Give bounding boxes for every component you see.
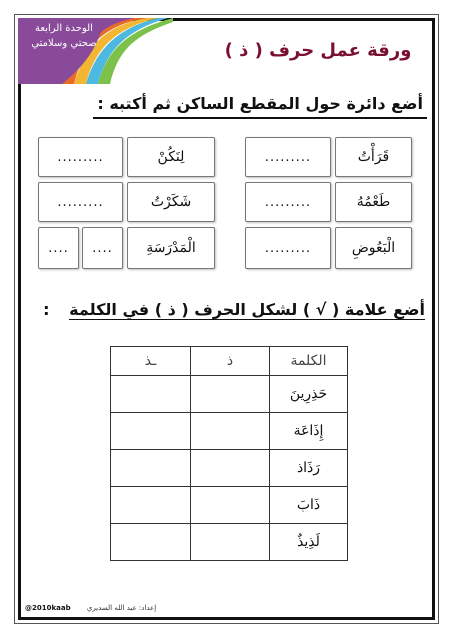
check-cell[interactable]: [191, 376, 270, 413]
check-mark-symbol: √: [315, 300, 327, 319]
row-word: إِذَاعَة: [270, 413, 348, 450]
row-word: حَذِرِينَ: [270, 376, 348, 413]
answer-dots: .........: [264, 149, 312, 165]
word: الْبَعُوضِ: [351, 240, 396, 256]
answer-box: [82, 227, 123, 269]
instruction-2-colon: :: [43, 300, 50, 319]
footer: [25, 604, 156, 612]
table-row: [111, 413, 348, 450]
answer-dots: ....: [92, 240, 113, 256]
answer-dots: .........: [264, 194, 312, 210]
letter-shape-table: [110, 346, 348, 561]
word-box: [335, 137, 412, 177]
answer-box: [245, 182, 331, 222]
check-cell[interactable]: [111, 524, 191, 561]
header-isolated-dhal: ذ: [191, 347, 270, 376]
table-row: [111, 487, 348, 524]
word-box: [127, 227, 215, 269]
check-cell[interactable]: [111, 487, 191, 524]
word: قَرَأْتُ: [357, 149, 390, 165]
instruction-2: [39, 298, 429, 321]
unit-label: الوحدة الرابعة: [35, 23, 93, 34]
answer-dots: .........: [57, 149, 104, 165]
table-row: [111, 376, 348, 413]
answer-dots: .........: [57, 194, 104, 210]
answer-box: [38, 137, 123, 177]
row-word: رَذَاذ: [270, 450, 348, 487]
answer-dots: ....: [48, 240, 69, 256]
check-cell[interactable]: [191, 413, 270, 450]
row-word: ذَابَ: [270, 487, 348, 524]
worksheet-title: ورقة عمل حرف ( ذ ): [224, 40, 412, 61]
answer-box: [38, 227, 79, 269]
unit-topic: صحتي وسلامتي: [31, 38, 97, 49]
table-row: [111, 524, 348, 561]
word: شَكَرْتُ: [150, 194, 192, 210]
header-word: الكلمة: [270, 347, 348, 376]
word: طَعْمُهُ: [356, 194, 391, 210]
word: لِنَكُنْ: [157, 149, 185, 165]
word-box: [127, 137, 215, 177]
table-header-row: [111, 347, 348, 376]
answer-dots: .........: [264, 240, 312, 256]
check-cell[interactable]: [111, 413, 191, 450]
check-cell[interactable]: [191, 487, 270, 524]
footer-credit: إعداد: عبد الله السديري: [86, 604, 157, 612]
header-final-dhal: ـذ: [111, 347, 191, 376]
check-cell[interactable]: [111, 450, 191, 487]
table-row: [111, 450, 348, 487]
word-box: [127, 182, 215, 222]
check-cell[interactable]: [191, 524, 270, 561]
footer-handle: @2010kaab: [25, 604, 71, 612]
row-word: لَذِيذٌ: [270, 524, 348, 561]
instruction-2-text: أضع علامة ( √ ) لشكل الحرف ( ذ ) في الكلمة: [69, 300, 425, 319]
answer-box: [38, 182, 123, 222]
word-box: [335, 227, 412, 269]
check-cell[interactable]: [191, 450, 270, 487]
answer-box: [245, 137, 331, 177]
instruction-1: أضع دائرة حول المقطع الساكن ثم أكتبه :: [93, 92, 427, 119]
word: الْمَدْرَسَةِ: [146, 240, 196, 256]
check-cell[interactable]: [111, 376, 191, 413]
answer-box: [245, 227, 331, 269]
word-box: [335, 182, 412, 222]
banner-text: [22, 21, 106, 51]
